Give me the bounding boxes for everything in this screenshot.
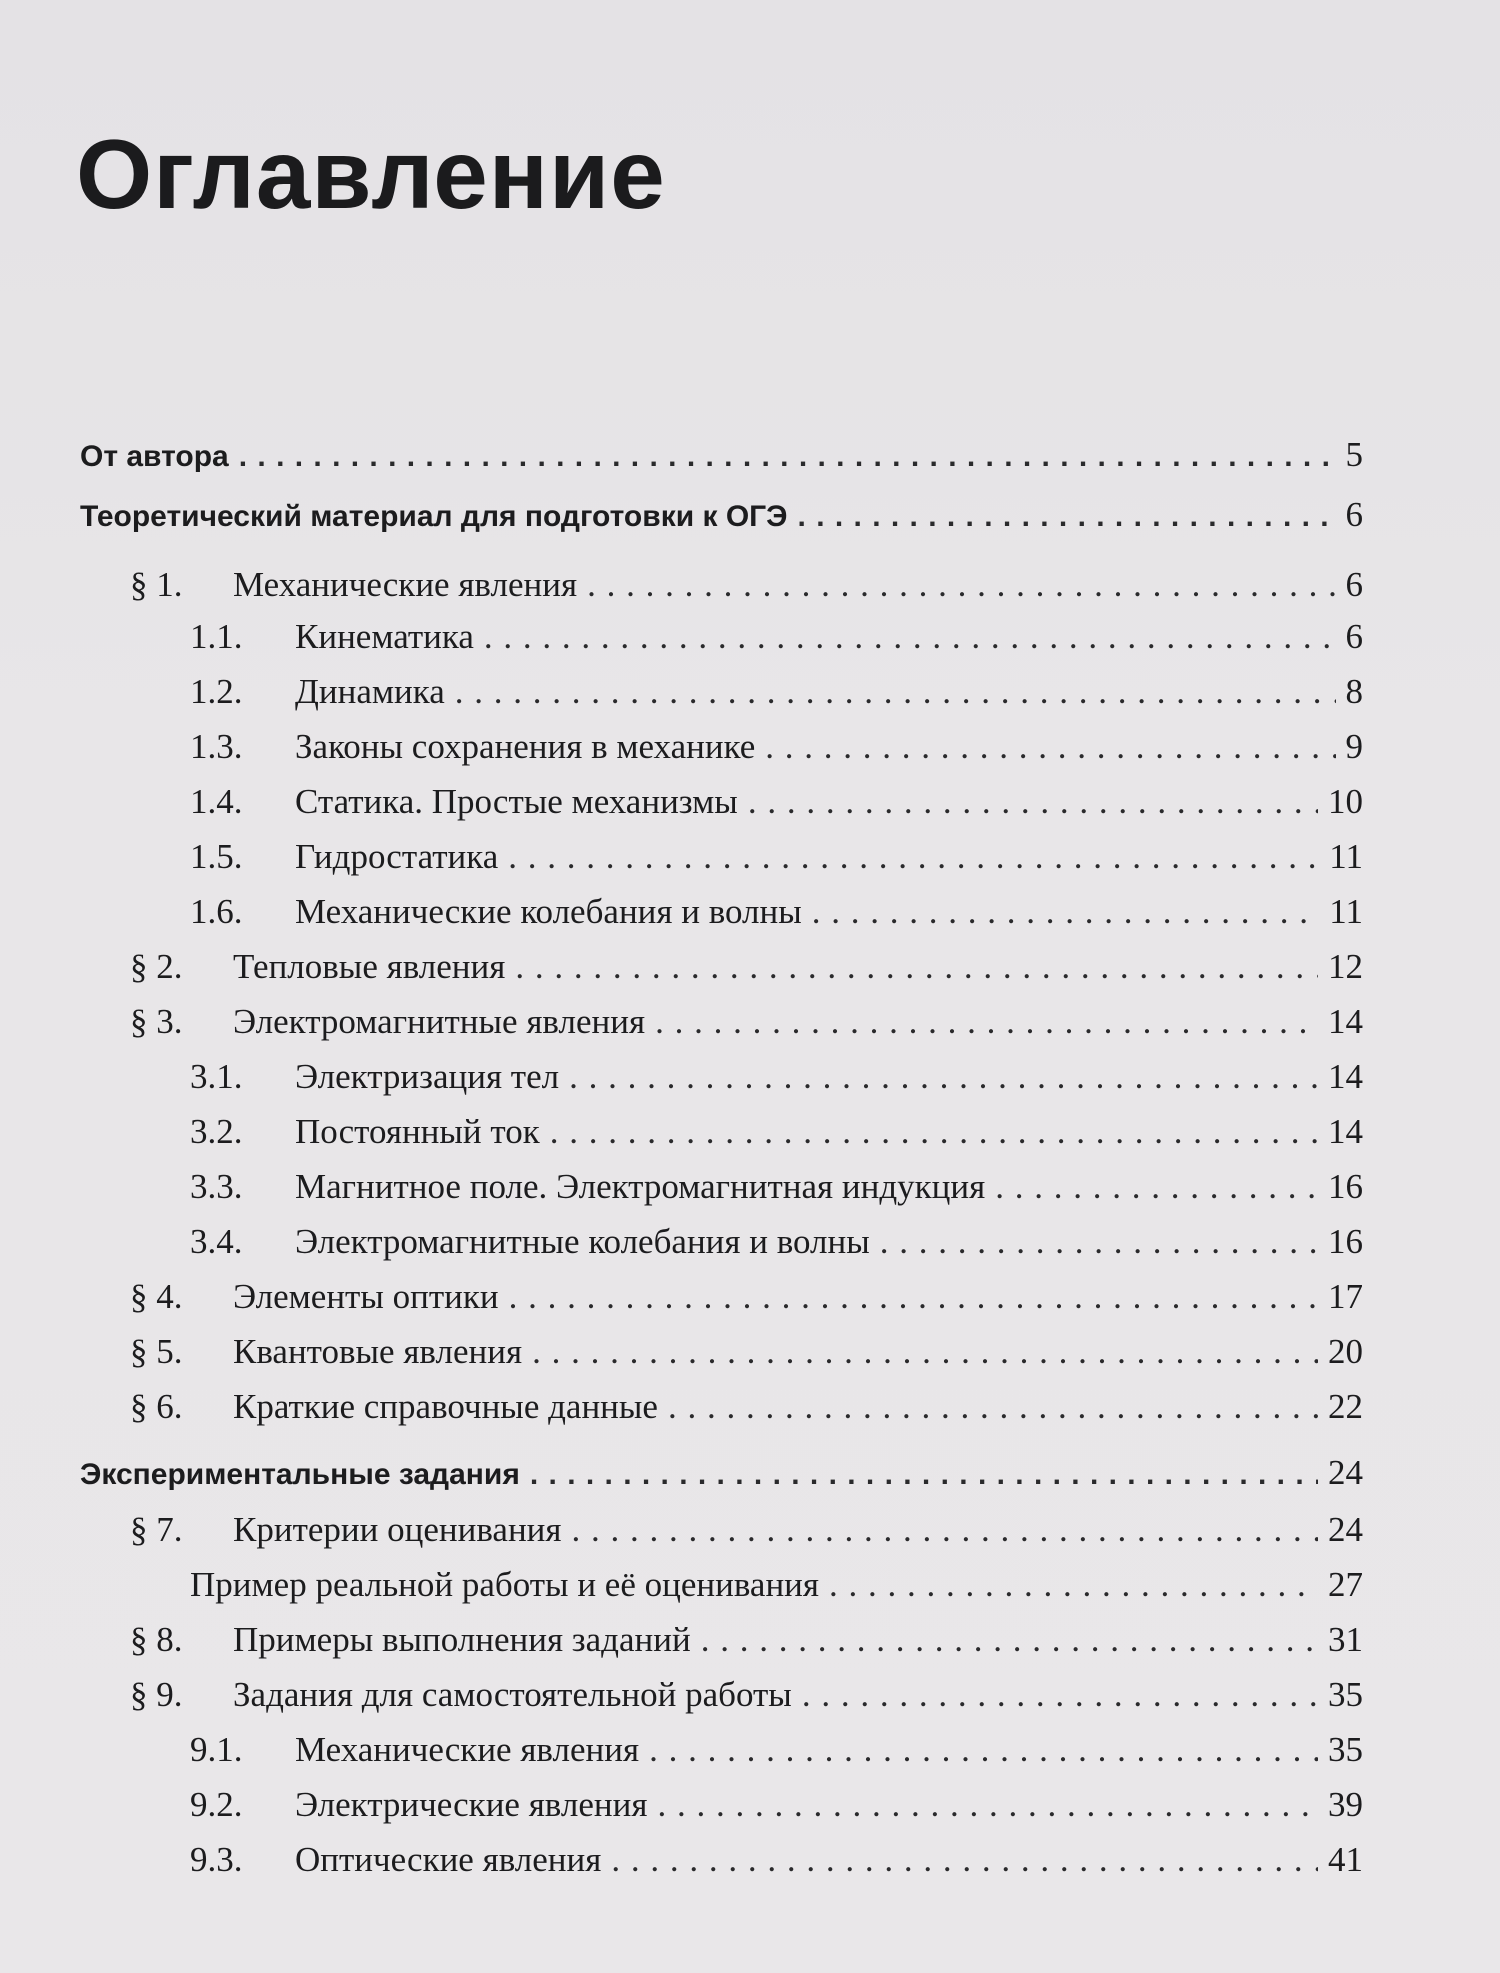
entry-title: Пример реальной работы и её оценивания (190, 1565, 820, 1604)
paragraph-number: § 7. (130, 1510, 183, 1549)
dot-leader (995, 1162, 1318, 1212)
dot-leader (765, 722, 1335, 772)
dot-leader (611, 1835, 1318, 1885)
toc-entry (130, 942, 1363, 992)
dot-leader (484, 612, 1336, 662)
page-number: 24 (1328, 1453, 1363, 1492)
toc-entry (190, 777, 1363, 827)
page-number: 16 (1328, 1167, 1363, 1206)
dot-leader (532, 1327, 1318, 1377)
paragraph-number: § 9. (130, 1675, 183, 1714)
toc-entry (130, 1615, 1363, 1665)
entry-title: Механические явления (295, 1730, 640, 1769)
subsection-number: 9.3. (190, 1840, 243, 1879)
entry-title: Квантовые явления (233, 1332, 523, 1371)
page-number: 6 (1345, 495, 1363, 534)
dot-leader (668, 1382, 1318, 1432)
page-number: 8 (1345, 672, 1363, 711)
page-title: Оглавление (76, 119, 666, 229)
entry-title: Задания для самостоятельной работы (233, 1675, 792, 1714)
entry-title: Примеры выполнения заданий (233, 1620, 691, 1659)
toc-entry (190, 1217, 1363, 1267)
subsection-number: 1.2. (190, 672, 243, 711)
subsection-number: 1.4. (190, 782, 243, 821)
subsection-number: 3.2. (190, 1112, 243, 1151)
entry-title: Гидростатика (295, 837, 499, 876)
page-number: 11 (1329, 892, 1363, 931)
toc-entry (130, 997, 1363, 1047)
toc-entry (190, 1107, 1363, 1157)
toc-entry (190, 722, 1363, 772)
paragraph-number: § 1. (130, 565, 183, 604)
paragraph-number: § 3. (130, 1002, 183, 1041)
toc-entry (190, 667, 1363, 717)
entry-title: Теоретический материал для подготовки к ОГЭ (80, 500, 788, 533)
entry-title: Электромагнитные явления (233, 1002, 646, 1041)
toc-entry (190, 1162, 1363, 1212)
entry-title: Критерии оценивания (233, 1510, 562, 1549)
entry-title: Постоянный ток (295, 1112, 540, 1151)
dot-leader (812, 887, 1320, 937)
subsection-number: 1.3. (190, 727, 243, 766)
page-number: 20 (1328, 1332, 1363, 1371)
toc-entry (190, 612, 1363, 662)
page-number: 9 (1345, 727, 1363, 766)
page-number: 6 (1345, 565, 1363, 604)
dot-leader (655, 997, 1318, 1047)
toc-entry (190, 1780, 1363, 1830)
dot-leader (569, 1052, 1318, 1102)
entry-title: Статика. Простые механизмы (295, 782, 738, 821)
toc-entry (80, 430, 1363, 480)
page-number: 35 (1328, 1675, 1363, 1714)
dot-leader (649, 1725, 1318, 1775)
paragraph-number: § 6. (130, 1387, 183, 1426)
dot-leader (509, 1272, 1318, 1322)
page-number: 14 (1328, 1002, 1363, 1041)
dot-leader (508, 832, 1319, 882)
toc-entry (190, 1560, 1363, 1610)
subsection-number: 9.2. (190, 1785, 243, 1824)
entry-title: Магнитное поле. Электромагнитная индукция (295, 1167, 986, 1206)
dot-leader (798, 492, 1336, 542)
page-number: 41 (1328, 1840, 1363, 1879)
toc-entry (130, 1272, 1363, 1322)
toc-entry (190, 832, 1363, 882)
page-number: 35 (1328, 1730, 1363, 1769)
toc-entry (130, 560, 1363, 610)
toc-entry (130, 1327, 1363, 1377)
dot-leader (455, 667, 1336, 717)
page-number: 14 (1328, 1057, 1363, 1096)
page-number: 27 (1328, 1565, 1363, 1604)
entry-title: Механические явления (233, 565, 578, 604)
page-number: 39 (1328, 1785, 1363, 1824)
page-number: 6 (1345, 617, 1363, 656)
toc-entry (80, 1448, 1363, 1498)
dot-leader (701, 1615, 1318, 1665)
subsection-number: 3.4. (190, 1222, 243, 1261)
entry-title: Тепловые явления (233, 947, 506, 986)
dot-leader (802, 1670, 1318, 1720)
dot-leader (515, 942, 1318, 992)
subsection-number: 1.1. (190, 617, 243, 656)
paragraph-number: § 8. (130, 1620, 183, 1659)
paragraph-number: § 5. (130, 1332, 183, 1371)
entry-title: Динамика (295, 672, 445, 711)
entry-title: Кинематика (295, 617, 474, 656)
page-number: 22 (1328, 1387, 1363, 1426)
entry-title: Оптические явления (295, 1840, 602, 1879)
subsection-number: 9.1. (190, 1730, 243, 1769)
page-number: 16 (1328, 1222, 1363, 1261)
subsection-number: 1.5. (190, 837, 243, 876)
entry-title: Электрические явления (295, 1785, 648, 1824)
dot-leader (530, 1450, 1318, 1500)
entry-title: Законы сохранения в механике (295, 727, 756, 766)
entry-title: Элементы оптики (233, 1277, 499, 1316)
toc-entry (130, 1670, 1363, 1720)
page-number: 5 (1345, 435, 1363, 474)
page-number: 24 (1328, 1510, 1363, 1549)
subsection-number: 1.6. (190, 892, 243, 931)
page-number: 10 (1328, 782, 1363, 821)
toc-entry (190, 1052, 1363, 1102)
dot-leader (587, 560, 1335, 610)
entry-title: Краткие справочные данные (233, 1387, 658, 1426)
paragraph-number: § 4. (130, 1277, 183, 1316)
page-number: 11 (1329, 837, 1363, 876)
entry-title: Электризация тел (295, 1057, 560, 1096)
dot-leader (880, 1217, 1318, 1267)
dot-leader (657, 1780, 1318, 1830)
entry-title: Электромагнитные колебания и волны (295, 1222, 870, 1261)
dot-leader (550, 1107, 1318, 1157)
toc-entry (130, 1382, 1363, 1432)
toc-entry (80, 490, 1363, 540)
dot-leader (829, 1560, 1318, 1610)
toc-entry (190, 1725, 1363, 1775)
entry-title: Экспериментальные задания (80, 1458, 520, 1491)
dot-leader (748, 777, 1318, 827)
entry-title: От автора (80, 440, 229, 473)
dot-leader (572, 1505, 1318, 1555)
page-number: 31 (1328, 1620, 1363, 1659)
subsection-number: 3.1. (190, 1057, 243, 1096)
subsection-number: 3.3. (190, 1167, 243, 1206)
dot-leader (239, 432, 1336, 482)
entry-title: Механические колебания и волны (295, 892, 802, 931)
page-number: 12 (1328, 947, 1363, 986)
toc-entry (190, 887, 1363, 937)
page-number: 14 (1328, 1112, 1363, 1151)
toc-entry (130, 1505, 1363, 1555)
toc-entry (190, 1835, 1363, 1885)
paragraph-number: § 2. (130, 947, 183, 986)
page-number: 17 (1328, 1277, 1363, 1316)
